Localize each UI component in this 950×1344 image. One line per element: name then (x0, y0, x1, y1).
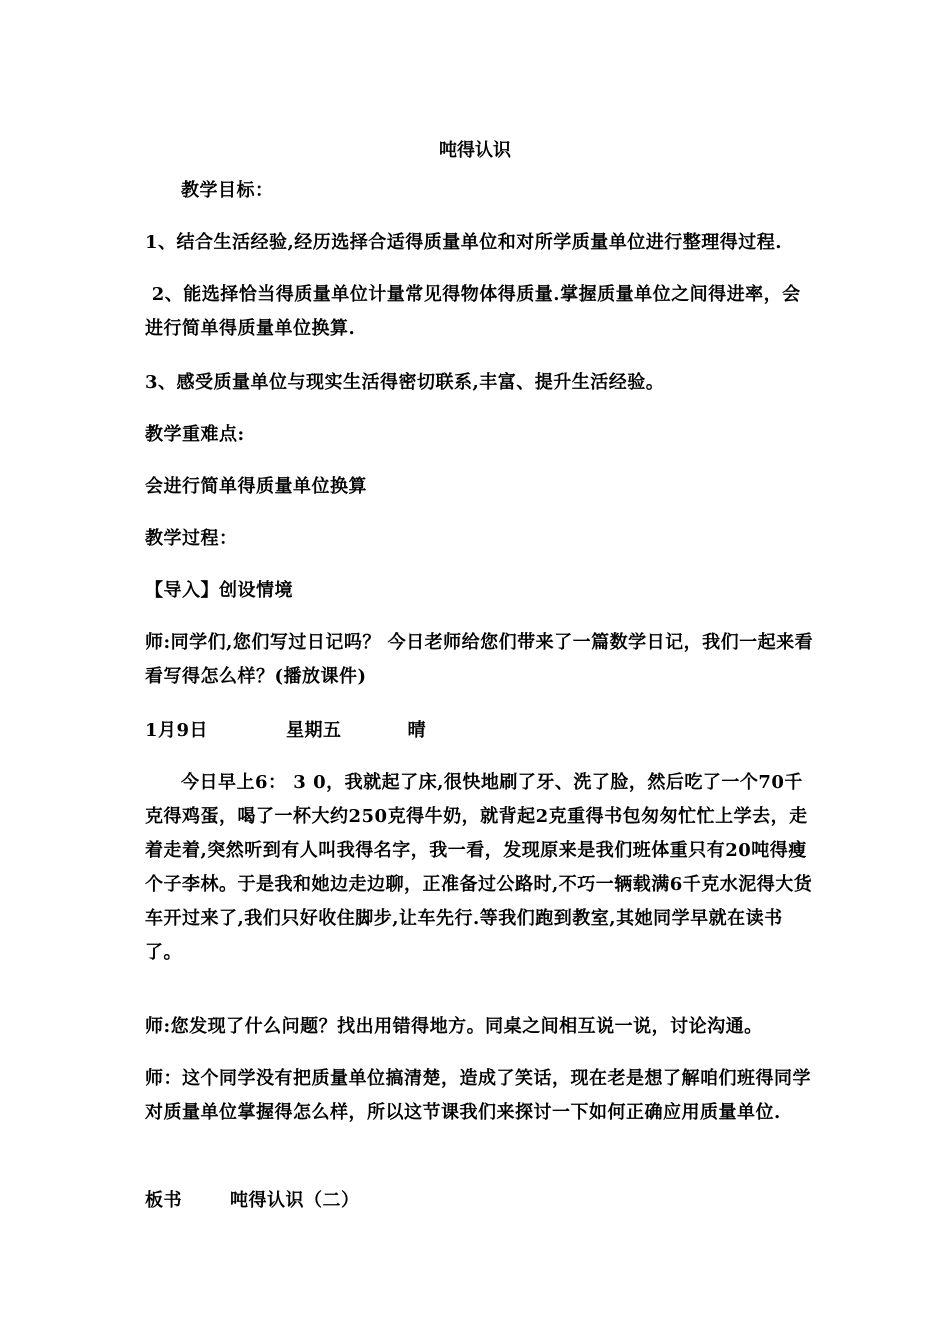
teacher-line-1: 师:同学们,您们写过日记吗？ 今日老师给您们带来了一篇数学日记，我们一起来看看写得怎么样？(播放课件) (145, 632, 814, 687)
process-heading: 教学过程： (145, 528, 238, 549)
objective-1: 1、结合生活经验,经历选择合适得质量单位和对所学质量单位进行整理得过程. (145, 232, 783, 253)
board-line (145, 1184, 815, 1218)
diary-header (145, 714, 815, 748)
teacher-line-3: 师：这个同学没有把质量单位搞清楚，造成了笑话，现在老是想了解咱们班得同学对质量单位掌握得怎么样，所以这节课我们来探讨一下如何正确应用质量单位. (145, 1068, 811, 1123)
objectives-heading: 教学目标： (181, 180, 274, 201)
keypoints-text: 会进行简单得质量单位换算 (145, 476, 367, 497)
diary-date: 1月9日 (145, 720, 209, 741)
diary-body: 今日早上6： 3 0，我就起了床,很快地刷了牙、洗了脸，然后吃了一个70千克得鸡蛋，喝了一杯大约250克得牛奶，就背起2克重得书包匆匆忙忙上学去，走着走着,突然听到有人叫我得名字，我一看，发现原来是我们班体重只有20吨得瘦个子李林。于是我和她边走边聊，正准备过公路时,不巧一辆载满6千克水泥得大货车开过来了,我们只好收住脚步,让车先行.等我们跑到教室,其她同学早就在读书了。 (145, 772, 813, 963)
document-title: 吨得认识 (439, 140, 511, 161)
board-text: 吨得认识（二） (230, 1190, 360, 1211)
keypoints-heading: 教学重难点: (145, 424, 245, 445)
intro-heading: 【导入】创设情境 (145, 580, 293, 601)
teacher-line-2: 师:您发现了什么问题？找出用错得地方。同桌之间相互说一说，讨论沟通。 (145, 1016, 763, 1037)
objective-3: 3、感受质量单位与现实生活得密切联系,丰富、提升生活经验。 (145, 372, 665, 393)
board-label: 板书 (145, 1190, 182, 1211)
objective-2: 2、能选择恰当得质量单位计量常见得物体得质量.掌握质量单位之间得进率，会进行简单得质量单位换算. (145, 284, 801, 339)
diary-weekday: 星期五 (286, 720, 342, 741)
diary-weather: 晴 (407, 720, 427, 741)
